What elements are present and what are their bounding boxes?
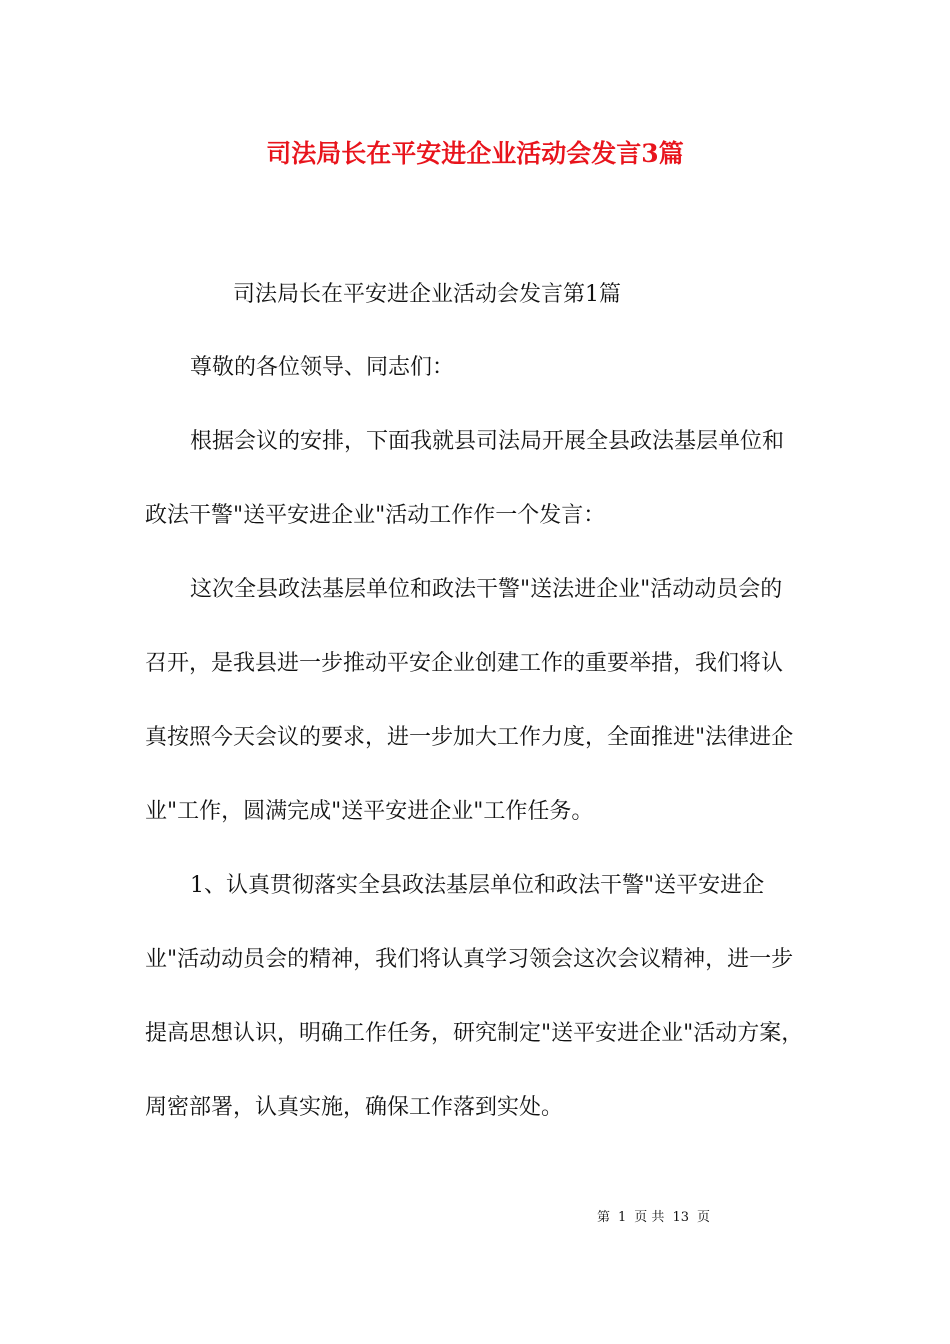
paragraph-line: 根据会议的安排，下面我就县司法局开展全县政法基层单位和 xyxy=(190,429,785,454)
paragraph-line: 业"活动动员会的精神，我们将认真学习领会这次会议精神，进一步 xyxy=(145,947,794,972)
total-page-count: 13 xyxy=(672,1210,689,1225)
paragraph-line: 召开，是我县进一步推动平安企业创建工作的重要举措，我们将认 xyxy=(145,651,784,676)
footer-middle: 页 共 xyxy=(634,1210,665,1225)
paragraph-line: 业"工作，圆满完成"送平安进企业"工作任务。 xyxy=(145,799,594,824)
paragraph-line: 这次全县政法基层单位和政法干警"送法进企业"活动动员会的 xyxy=(190,577,783,602)
paragraph-line: 政法干警"送平安进企业"活动工作作一个发言： xyxy=(145,503,606,528)
greeting: 尊敬的各位领导、同志们： xyxy=(190,355,455,380)
page-number-indicator xyxy=(593,1208,714,1228)
footer-prefix: 第 xyxy=(597,1210,611,1225)
footer-suffix: 页 xyxy=(696,1210,710,1225)
paragraph-line: 真按照今天会议的要求，进一步加大工作力度，全面推进"法律进企 xyxy=(145,725,794,750)
paragraph-line: 提高思想认识，明确工作任务，研究制定"送平安进企业"活动方案， xyxy=(145,1021,804,1046)
section-heading: 司法局长在平安进企业活动会发言第1篇 xyxy=(233,282,621,307)
current-page-number: 1 xyxy=(618,1210,627,1225)
paragraph-line: 1、认真贯彻落实全县政法基层单位和政法干警"送平安进企 xyxy=(190,873,765,898)
paragraph-line: 周密部署，认真实施，确保工作落到实处。 xyxy=(145,1095,564,1120)
document-title: 司法局长在平安进企业活动会发言3篇 xyxy=(266,139,684,168)
